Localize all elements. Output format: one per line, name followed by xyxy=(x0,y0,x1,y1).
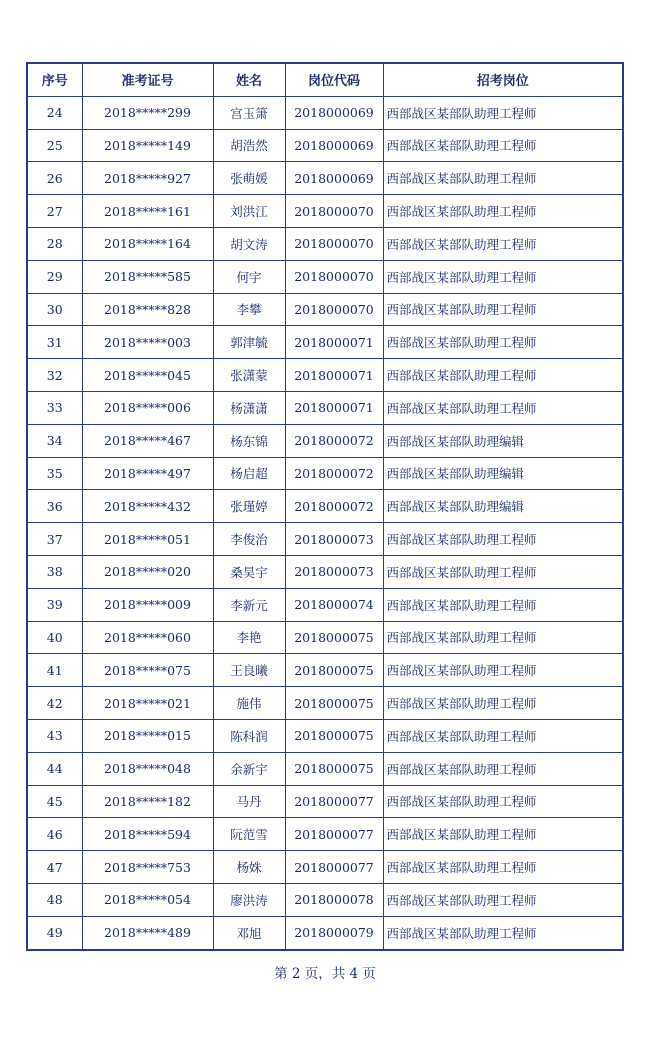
table-row xyxy=(27,523,623,556)
cell-post-code: 2018000073 xyxy=(285,523,383,556)
cell-post: 西部战区某部队助理工程师 xyxy=(383,195,623,228)
cell-name: 胡文涛 xyxy=(213,227,285,260)
cell-post-code: 2018000078 xyxy=(285,883,383,916)
table-row xyxy=(27,785,623,818)
header-seq: 序号 xyxy=(27,63,82,96)
cell-exam-id: 2018*****594 xyxy=(82,818,213,851)
table-row xyxy=(27,490,623,523)
cell-exam-id: 2018*****020 xyxy=(82,555,213,588)
cell-seq: 45 xyxy=(27,785,82,818)
cell-exam-id: 2018*****075 xyxy=(82,654,213,687)
header-post: 招考岗位 xyxy=(383,63,623,96)
cell-post: 西部战区某部队助理工程师 xyxy=(383,687,623,720)
page-footer: 第 2 页，共 4 页 xyxy=(274,966,376,982)
cell-post: 西部战区某部队助理工程师 xyxy=(383,719,623,752)
cell-post: 西部战区某部队助理工程师 xyxy=(383,883,623,916)
cell-name: 李艳 xyxy=(213,621,285,654)
table-row xyxy=(27,195,623,228)
table-row xyxy=(27,129,623,162)
cell-post-code: 2018000070 xyxy=(285,227,383,260)
cell-seq: 43 xyxy=(27,719,82,752)
cell-exam-id: 2018*****006 xyxy=(82,391,213,424)
cell-post-code: 2018000069 xyxy=(285,129,383,162)
table-row xyxy=(27,162,623,195)
cell-seq: 27 xyxy=(27,195,82,228)
cell-post: 西部战区某部队助理工程师 xyxy=(383,326,623,359)
cell-seq: 28 xyxy=(27,227,82,260)
cell-post: 西部战区某部队助理编辑 xyxy=(383,490,623,523)
header-exam-id: 准考证号 xyxy=(82,63,213,96)
cell-exam-id: 2018*****497 xyxy=(82,457,213,490)
cell-name: 廖洪涛 xyxy=(213,883,285,916)
cell-post-code: 2018000073 xyxy=(285,555,383,588)
cell-exam-id: 2018*****753 xyxy=(82,851,213,884)
cell-post: 西部战区某部队助理工程师 xyxy=(383,752,623,785)
cell-seq: 35 xyxy=(27,457,82,490)
cell-name: 张潇蒙 xyxy=(213,359,285,392)
cell-post-code: 2018000070 xyxy=(285,195,383,228)
cell-post: 西部战区某部队助理工程师 xyxy=(383,523,623,556)
candidate-table xyxy=(26,62,624,951)
cell-post-code: 2018000075 xyxy=(285,654,383,687)
cell-name: 桑昊宇 xyxy=(213,555,285,588)
table-row xyxy=(27,457,623,490)
cell-seq: 26 xyxy=(27,162,82,195)
cell-name: 李新元 xyxy=(213,588,285,621)
table-row xyxy=(27,719,623,752)
cell-post-code: 2018000069 xyxy=(285,96,383,129)
table-row xyxy=(27,326,623,359)
table-row xyxy=(27,752,623,785)
cell-name: 施伟 xyxy=(213,687,285,720)
cell-seq: 32 xyxy=(27,359,82,392)
cell-exam-id: 2018*****054 xyxy=(82,883,213,916)
cell-post: 西部战区某部队助理工程师 xyxy=(383,129,623,162)
cell-post-code: 2018000077 xyxy=(285,851,383,884)
cell-post-code: 2018000070 xyxy=(285,260,383,293)
table-header-row xyxy=(27,63,623,96)
cell-exam-id: 2018*****927 xyxy=(82,162,213,195)
cell-seq: 25 xyxy=(27,129,82,162)
cell-seq: 31 xyxy=(27,326,82,359)
cell-exam-id: 2018*****009 xyxy=(82,588,213,621)
cell-exam-id: 2018*****164 xyxy=(82,227,213,260)
cell-seq: 44 xyxy=(27,752,82,785)
cell-exam-id: 2018*****182 xyxy=(82,785,213,818)
cell-post-code: 2018000069 xyxy=(285,162,383,195)
header-post-code: 岗位代码 xyxy=(285,63,383,96)
table-row xyxy=(27,96,623,129)
cell-name: 余新宇 xyxy=(213,752,285,785)
table-row xyxy=(27,260,623,293)
cell-post-code: 2018000079 xyxy=(285,916,383,949)
table-row xyxy=(27,654,623,687)
cell-name: 邓旭 xyxy=(213,916,285,949)
cell-post-code: 2018000075 xyxy=(285,719,383,752)
table-row xyxy=(27,293,623,326)
cell-name: 李俊治 xyxy=(213,523,285,556)
cell-post-code: 2018000072 xyxy=(285,424,383,457)
cell-post-code: 2018000071 xyxy=(285,326,383,359)
cell-name: 刘洪江 xyxy=(213,195,285,228)
cell-exam-id: 2018*****585 xyxy=(82,260,213,293)
cell-post: 西部战区某部队助理工程师 xyxy=(383,293,623,326)
cell-post-code: 2018000070 xyxy=(285,293,383,326)
cell-post-code: 2018000075 xyxy=(285,621,383,654)
cell-post: 西部战区某部队助理工程师 xyxy=(383,916,623,949)
cell-seq: 30 xyxy=(27,293,82,326)
cell-name: 张萌媛 xyxy=(213,162,285,195)
cell-post: 西部战区某部队助理工程师 xyxy=(383,391,623,424)
cell-seq: 34 xyxy=(27,424,82,457)
cell-seq: 41 xyxy=(27,654,82,687)
cell-seq: 42 xyxy=(27,687,82,720)
cell-name: 马丹 xyxy=(213,785,285,818)
cell-name: 李攀 xyxy=(213,293,285,326)
cell-name: 宫玉箫 xyxy=(213,96,285,129)
table-row xyxy=(27,851,623,884)
cell-seq: 33 xyxy=(27,391,82,424)
cell-post: 西部战区某部队助理工程师 xyxy=(383,96,623,129)
cell-name: 杨启超 xyxy=(213,457,285,490)
cell-exam-id: 2018*****021 xyxy=(82,687,213,720)
cell-name: 杨姝 xyxy=(213,851,285,884)
cell-post: 西部战区某部队助理工程师 xyxy=(383,162,623,195)
cell-exam-id: 2018*****003 xyxy=(82,326,213,359)
cell-post-code: 2018000077 xyxy=(285,818,383,851)
cell-seq: 38 xyxy=(27,555,82,588)
cell-exam-id: 2018*****489 xyxy=(82,916,213,949)
cell-exam-id: 2018*****048 xyxy=(82,752,213,785)
cell-post: 西部战区某部队助理工程师 xyxy=(383,555,623,588)
table-body xyxy=(27,96,623,949)
cell-exam-id: 2018*****161 xyxy=(82,195,213,228)
table-row xyxy=(27,818,623,851)
table-row xyxy=(27,621,623,654)
cell-post-code: 2018000071 xyxy=(285,359,383,392)
cell-seq: 36 xyxy=(27,490,82,523)
cell-exam-id: 2018*****467 xyxy=(82,424,213,457)
table-row xyxy=(27,588,623,621)
cell-name: 何宇 xyxy=(213,260,285,293)
header-name: 姓名 xyxy=(213,63,285,96)
cell-post-code: 2018000072 xyxy=(285,490,383,523)
cell-name: 杨东锦 xyxy=(213,424,285,457)
cell-seq: 48 xyxy=(27,883,82,916)
cell-post: 西部战区某部队助理工程师 xyxy=(383,359,623,392)
cell-name: 张瑾婷 xyxy=(213,490,285,523)
table-row xyxy=(27,359,623,392)
cell-exam-id: 2018*****015 xyxy=(82,719,213,752)
table-row xyxy=(27,424,623,457)
cell-post: 西部战区某部队助理工程师 xyxy=(383,621,623,654)
table-row xyxy=(27,555,623,588)
cell-post-code: 2018000074 xyxy=(285,588,383,621)
cell-exam-id: 2018*****045 xyxy=(82,359,213,392)
cell-exam-id: 2018*****828 xyxy=(82,293,213,326)
cell-post-code: 2018000072 xyxy=(285,457,383,490)
cell-post: 西部战区某部队助理编辑 xyxy=(383,424,623,457)
cell-name: 杨潇潇 xyxy=(213,391,285,424)
cell-post: 西部战区某部队助理工程师 xyxy=(383,227,623,260)
cell-seq: 46 xyxy=(27,818,82,851)
cell-post-code: 2018000075 xyxy=(285,752,383,785)
cell-post-code: 2018000077 xyxy=(285,785,383,818)
cell-post-code: 2018000071 xyxy=(285,391,383,424)
table-row xyxy=(27,916,623,949)
cell-name: 阮范雪 xyxy=(213,818,285,851)
cell-exam-id: 2018*****051 xyxy=(82,523,213,556)
cell-post: 西部战区某部队助理工程师 xyxy=(383,785,623,818)
cell-post: 西部战区某部队助理工程师 xyxy=(383,851,623,884)
cell-seq: 37 xyxy=(27,523,82,556)
cell-name: 陈科润 xyxy=(213,719,285,752)
table-row xyxy=(27,227,623,260)
table-row xyxy=(27,883,623,916)
cell-name: 郭津毓 xyxy=(213,326,285,359)
cell-seq: 39 xyxy=(27,588,82,621)
cell-seq: 29 xyxy=(27,260,82,293)
cell-seq: 24 xyxy=(27,96,82,129)
cell-post: 西部战区某部队助理工程师 xyxy=(383,654,623,687)
cell-exam-id: 2018*****299 xyxy=(82,96,213,129)
cell-name: 胡浩然 xyxy=(213,129,285,162)
cell-post: 西部战区某部队助理编辑 xyxy=(383,457,623,490)
cell-name: 王良曦 xyxy=(213,654,285,687)
cell-seq: 40 xyxy=(27,621,82,654)
table-row xyxy=(27,391,623,424)
cell-exam-id: 2018*****432 xyxy=(82,490,213,523)
table-row xyxy=(27,687,623,720)
cell-post: 西部战区某部队助理工程师 xyxy=(383,260,623,293)
cell-exam-id: 2018*****060 xyxy=(82,621,213,654)
cell-seq: 49 xyxy=(27,916,82,949)
cell-seq: 47 xyxy=(27,851,82,884)
cell-post: 西部战区某部队助理工程师 xyxy=(383,588,623,621)
cell-exam-id: 2018*****149 xyxy=(82,129,213,162)
cell-post: 西部战区某部队助理工程师 xyxy=(383,818,623,851)
cell-post-code: 2018000075 xyxy=(285,687,383,720)
